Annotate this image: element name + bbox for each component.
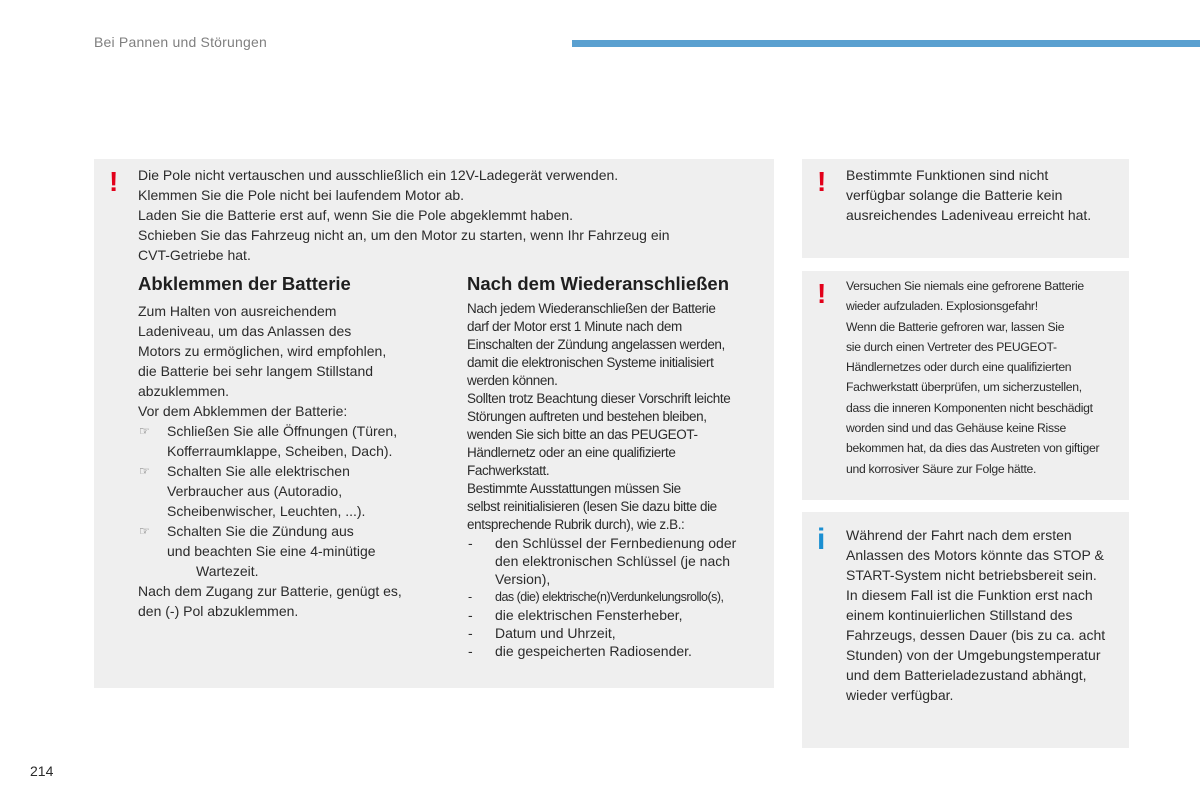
- body-line: Fachwerkstatt überprüfen, um sicherzustellen,: [846, 380, 1082, 395]
- body-line: Sollten trotz Beachtung dieser Vorschrift leichte: [467, 391, 731, 406]
- body-line: Einschalten der Zündung angelassen werden,: [467, 337, 725, 352]
- dash-bullet: -: [468, 590, 472, 604]
- body-line: selbst reinitialisieren (lesen Sie dazu bitte die: [467, 499, 717, 514]
- warning-icon: !: [817, 278, 827, 309]
- body-line: ausreichendes Ladeniveau erreicht hat.: [846, 207, 1092, 223]
- dash-bullet: -: [468, 607, 473, 623]
- body-line: START-System nicht betriebsbereit sein.: [846, 567, 1097, 583]
- list-item-line: das (die) elektrische(n)Verdunkelungsrollo(s),: [495, 590, 724, 604]
- list-item-line: den Schlüssel der Fernbedienung oder: [495, 535, 737, 551]
- warning-line: Laden Sie die Batterie erst auf, wenn Sie die Pole abgeklemmt haben.: [138, 207, 574, 223]
- list-item-line: Scheibenwischer, Leuchten, ...).: [167, 503, 366, 519]
- body-line: verfügbar solange die Batterie kein: [846, 187, 1063, 203]
- body-line: In diesem Fall ist die Funktion erst nach: [846, 587, 1093, 603]
- body-line: Zum Halten von ausreichendem: [138, 303, 337, 319]
- body-line: sie durch einen Vertreter des PEUGEOT-: [846, 339, 1057, 354]
- body-line: Störungen auftreten und bestehen bleiben,: [467, 409, 707, 424]
- list-item-line: Version),: [495, 571, 551, 587]
- body-line: darf der Motor erst 1 Minute nach dem: [467, 319, 682, 334]
- warning-line: Klemmen Sie die Pole nicht bei laufendem Motor ab.: [138, 187, 465, 203]
- section-heading-disconnect: Abklemmen der Batterie: [138, 273, 351, 294]
- body-line: Stunden) von der Umgebungstemperatur: [846, 647, 1101, 663]
- body-line: Händlernetzes oder durch eine qualifizierten: [846, 360, 1072, 375]
- body-line: Nach dem Zugang zur Batterie, genügt es,: [138, 583, 402, 599]
- body-line: wieder verfügbar.: [846, 687, 954, 703]
- body-line: und dem Batterieladezustand abhängt,: [846, 667, 1087, 683]
- header-accent-bar: [572, 40, 1200, 47]
- list-item: [467, 588, 772, 606]
- reconnect-section-body: [467, 300, 772, 660]
- body-line: Versuchen Sie niemals eine gefrorene Batterie: [846, 279, 1084, 293]
- warning-text: [138, 165, 768, 265]
- list-item: [467, 642, 772, 660]
- list-item: [138, 461, 438, 521]
- warning-icon: !: [817, 166, 827, 197]
- body-line: Ladeniveau, um das Anlassen des: [138, 323, 352, 339]
- body-line: Motors zu ermöglichen, wird empfohlen,: [138, 343, 387, 359]
- body-line: dass die inneren Komponenten nicht beschädigt: [846, 400, 1093, 415]
- body-line: damit die elektronischen Systeme initialisiert: [467, 355, 714, 370]
- side-box-text: [846, 525, 1126, 705]
- body-line: Händlernetz oder an eine qualifizierte: [467, 445, 676, 460]
- list-item-line: Schalten Sie alle elektrischen: [167, 463, 350, 479]
- body-line: abzuklemmen.: [138, 383, 230, 399]
- side-box-text: [846, 165, 1126, 225]
- warning-line: CVT-Getriebe hat.: [138, 247, 251, 263]
- dash-bullet: -: [468, 625, 473, 641]
- list-item-line: Wartezeit.: [196, 563, 259, 579]
- body-line: werden können.: [467, 373, 558, 388]
- section-title: Bei Pannen und Störungen: [94, 34, 267, 50]
- info-icon: i: [817, 523, 826, 556]
- body-line: Fachwerkstatt.: [467, 463, 550, 478]
- list-item: [467, 606, 772, 624]
- warning-icon: !: [109, 166, 119, 197]
- body-line: Bestimmte Ausstattungen müssen Sie: [467, 481, 681, 496]
- body-line: worden sind und das Gehäuse keine Risse: [846, 421, 1067, 436]
- body-line: Fahrzeugs, dessen Dauer (bis zu ca. acht: [846, 627, 1106, 643]
- dash-bullet: -: [468, 643, 473, 659]
- pointing-hand-icon: ☞: [139, 424, 150, 438]
- body-line: wenden Sie sich bitte an das PEUGEOT-: [467, 427, 698, 442]
- side-box-text: [846, 276, 1126, 479]
- body-line: wieder aufzuladen. Explosionsgefahr!: [846, 299, 1038, 314]
- list-item: [138, 521, 438, 581]
- body-line: einem kontinuierlichen Stillstand des: [846, 607, 1073, 623]
- pointing-hand-icon: ☞: [139, 524, 150, 538]
- body-line: die Batterie bei sehr langem Stillstand: [138, 363, 374, 379]
- body-line: den (-) Pol abzuklemmen.: [138, 603, 299, 619]
- list-item-line: den elektronischen Schlüssel (je nach: [495, 553, 731, 569]
- body-line: Wenn die Batterie gefroren war, lassen Sie: [846, 319, 1065, 334]
- body-line: Nach jedem Wiederanschließen der Batterie: [467, 301, 716, 316]
- pointing-hand-icon: ☞: [139, 464, 150, 478]
- list-item-line: die gespeicherten Radiosender.: [495, 643, 692, 659]
- body-line: bekommen hat, da dies das Austreten von giftiger: [846, 441, 1100, 456]
- section-heading-reconnect: Nach dem Wiederanschließen: [467, 273, 729, 294]
- list-item-line: und beachten Sie eine 4-minütige: [167, 543, 376, 559]
- warning-line: Schieben Sie das Fahrzeug nicht an, um den Motor zu starten, wenn Ihr Fahrzeug ein: [138, 227, 670, 243]
- list-item-line: Schließen Sie alle Öffnungen (Türen,: [167, 423, 398, 439]
- list-item-line: die elektrischen Fensterheber,: [495, 607, 683, 623]
- page-number: 214: [30, 763, 54, 779]
- list-item: [467, 624, 772, 642]
- warning-line: Die Pole nicht vertauschen und ausschließlich ein 12V-Ladegerät verwenden.: [138, 167, 619, 183]
- body-line: und korrosiver Säure zur Folge hätte.: [846, 461, 1037, 476]
- list-item-line: Datum und Uhrzeit,: [495, 625, 616, 641]
- body-line: Anlassen des Motors könnte das STOP &: [846, 547, 1104, 563]
- list-item-line: Kofferraumklappe, Scheiben, Dach).: [167, 443, 393, 459]
- list-item: [467, 534, 772, 588]
- body-line: Während der Fahrt nach dem ersten: [846, 527, 1072, 543]
- list-item-line: Schalten Sie die Zündung aus: [167, 523, 354, 539]
- body-line: entsprechende Rubrik durch), wie z.B.:: [467, 517, 685, 532]
- list-item-line: Verbraucher aus (Autoradio,: [167, 483, 343, 499]
- list-item: [138, 421, 438, 461]
- dash-bullet: -: [468, 535, 473, 551]
- body-line: Vor dem Abklemmen der Batterie:: [138, 403, 348, 419]
- disconnect-section-body: [138, 301, 438, 621]
- body-line: Bestimmte Funktionen sind nicht: [846, 167, 1049, 183]
